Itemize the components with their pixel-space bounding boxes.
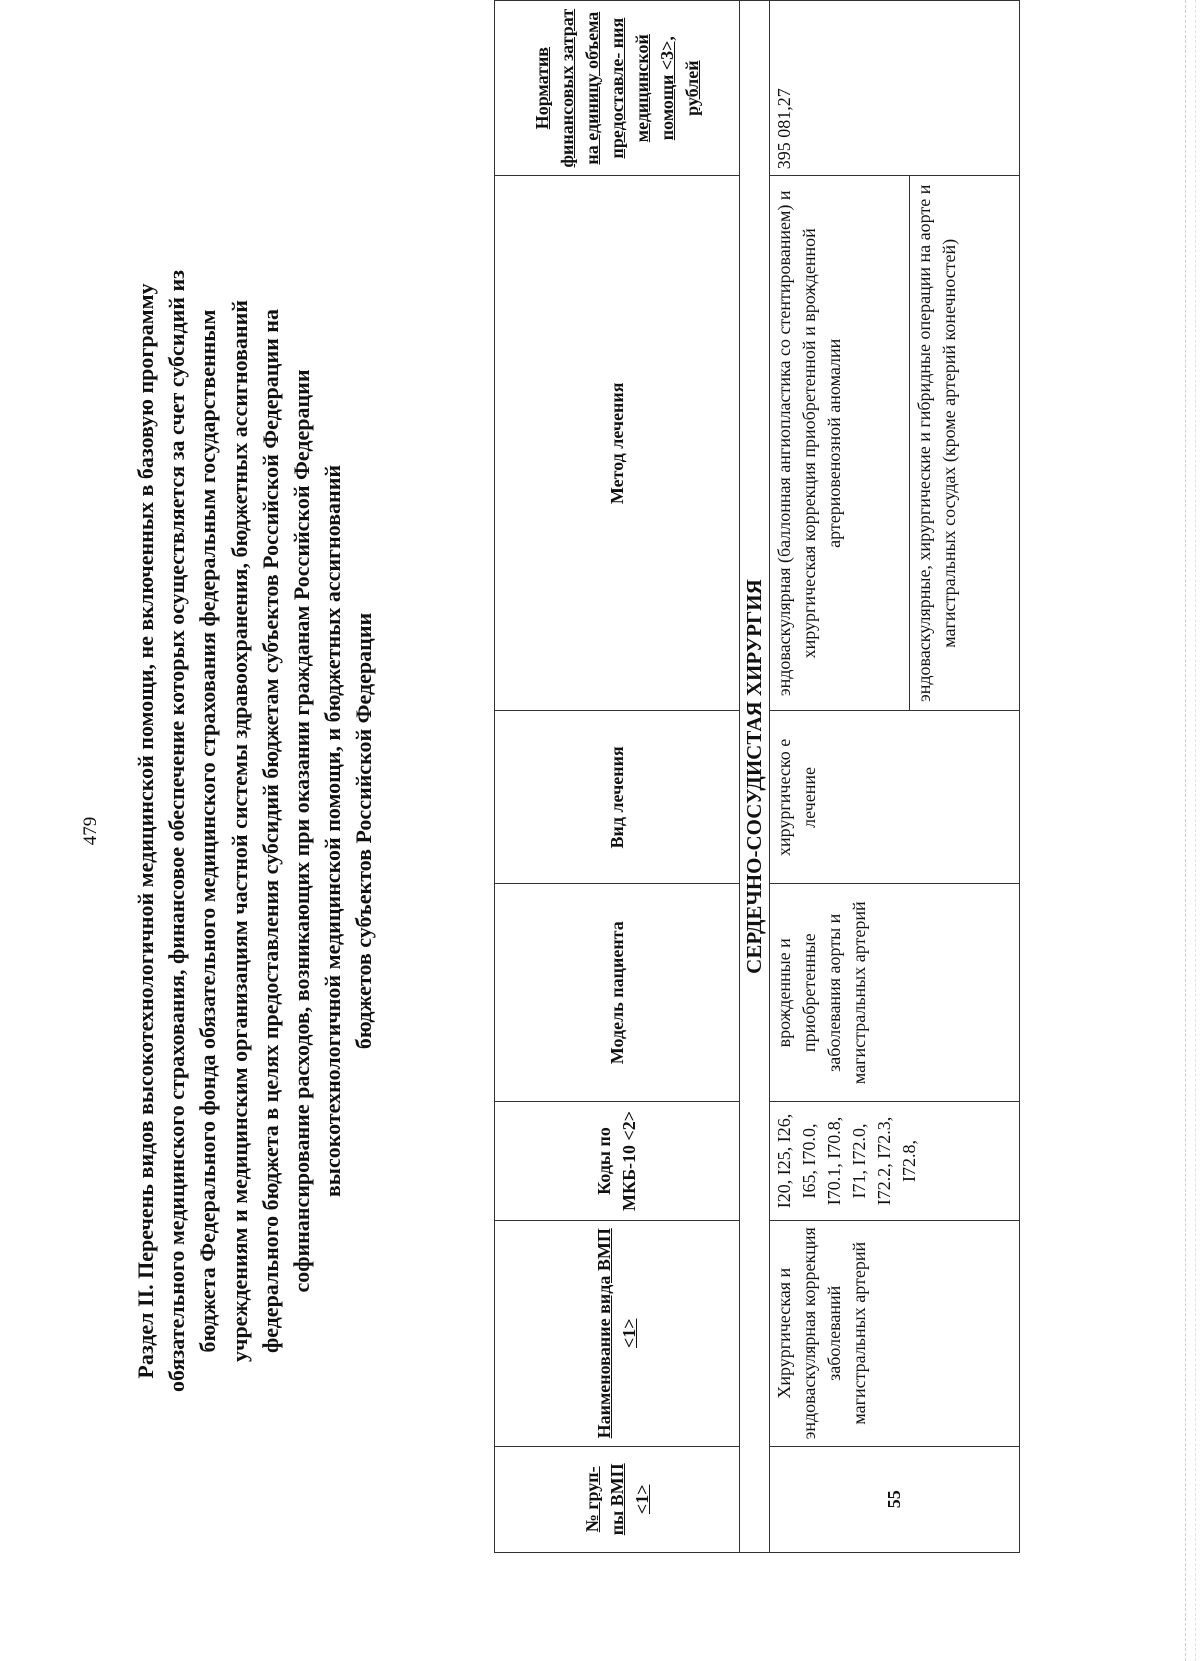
title-line: бюджета Федерального фонда обязательного медицинского страхования федеральным государственным [195, 309, 221, 1353]
cell-group-no: 55 [770, 1446, 1020, 1552]
title-line: учреждениям и медицинским организациям частной системы здравоохранения, бюджетных ассигнований [226, 300, 252, 1362]
section-heading: СЕРДЕЧНО-СОСУДИСТАЯ ХИРУРГИЯ [740, 1, 770, 1553]
header-model: Модель пациента [495, 884, 740, 1102]
header-method: Метод лечения [495, 176, 740, 711]
section-row [740, 1, 770, 1553]
title-line: софинансирование расходов, возникающих при оказании гражданам Российской Федерации [289, 369, 315, 1293]
vmp-table [494, 0, 1020, 1553]
title-line: Раздел II. Перечень видов высокотехнологичной медицинской помощи, не включенных в базовую программу [133, 283, 158, 1379]
title-line: обязательного медицинского страхования, финансовое обеспечение которых осуществляется за счет субсидий из [164, 270, 190, 1392]
page-number: 479 [80, 816, 101, 846]
section-title [130, 201, 380, 1461]
header-norm: Норматив финансовых затрат на единицу объема предоставле- ния медицинской помощи <3>, рублей [495, 1, 740, 176]
title-line: бюджетов субъектов Российской Федерации [351, 612, 377, 1050]
cell-method: эндоваскулярная (баллонная ангиопластика со стентированием) и хирургическая коррекция приобретенной и врожденной артериовенозной аномалии [770, 176, 910, 711]
header-codes: Коды по МКБ-10 <2> [495, 1102, 740, 1221]
cell-model: врожденные и приобретенные заболевания аорты и магистральных артерий [770, 884, 1020, 1102]
table-row [770, 1, 910, 1553]
header-group-no: № груп- пы ВМП <1> [495, 1446, 740, 1552]
title-line: высокотехнологичной медицинской помощи, и бюджетных ассигнований [320, 464, 346, 1198]
cell-name: Хирургическая и эндоваскулярная коррекция заболеваний магистральных артерий [770, 1220, 1020, 1446]
page-edge-marks [1185, 0, 1186, 1661]
cell-method: эндоваскулярные, хирургические и гибридные операции на аорте и магистральных сосудах (кроме артерий конечностей) [910, 176, 1020, 711]
cell-norm: 395 081,27 [770, 1, 1020, 176]
cell-codes: I20, I25, I26, I65, I70.0, I70.1, I70.8, I71, I72.0, I72.2, I72.3, I72.8, [770, 1102, 1020, 1221]
header-row [495, 1, 740, 1553]
title-line: федерального бюджета в целях предоставления субсидий бюджетам субъектов Российской Федерации на [257, 309, 283, 1354]
header-treatment-type: Вид лечения [495, 711, 740, 884]
page-edge-marks-secondary [1195, 0, 1196, 1661]
cell-treatment-type: хирургическо е лечение [770, 711, 1020, 884]
header-name: Наименование вида ВМП <1> [495, 1220, 740, 1446]
